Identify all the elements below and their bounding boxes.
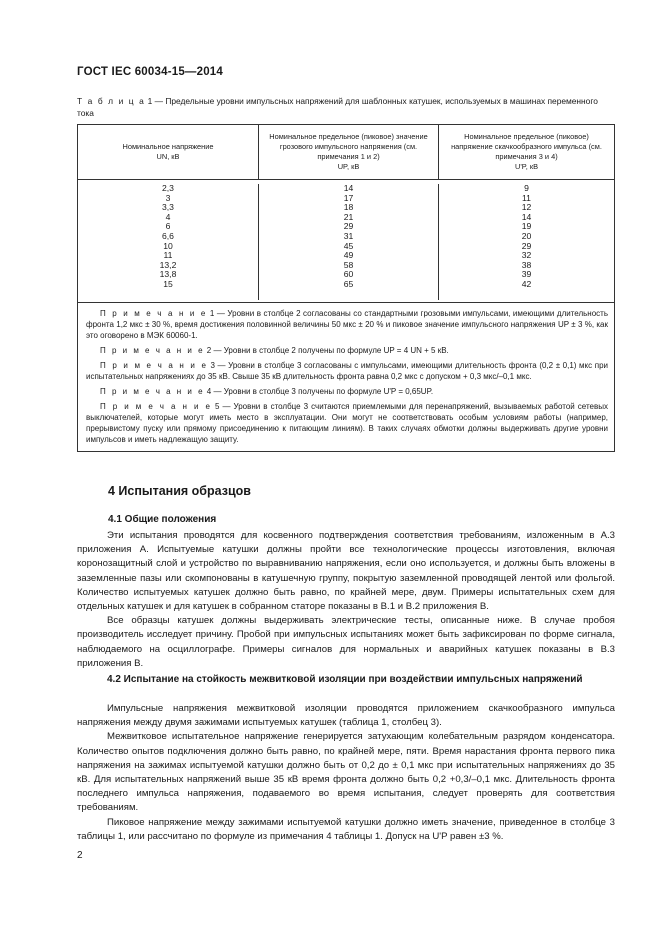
table-cell: 38: [521, 259, 532, 270]
table-notes: [78, 302, 614, 451]
table-cell: 14: [343, 183, 354, 193]
table-cell: 11: [522, 192, 531, 203]
table-cell: 14: [521, 211, 532, 222]
page-number: 2: [77, 850, 83, 861]
col2-header: Номинальное предельное (пиковое) значение грозового импульсного напряжения (см. примечания 1 и 2) UP, кВ: [258, 125, 438, 179]
table-caption: [77, 95, 617, 119]
col3-unit: U'P, кВ: [515, 162, 538, 171]
col2-unit: UP, кВ: [337, 162, 360, 171]
section-4-title: 4 Испытания образцов: [108, 484, 251, 498]
paragraph: Межвитковое испытательное напряжение генерируется затухающим колебательным разрядом конденсатора. Количество опытов подключения должно быть равно, по крайней мере, пяти. Время нарастания фронта первого пика напряжения на зажимах испытуемой катушки должно быть от 0,2 до ± 0,1 мкс при испытательных напряжениях до 35 кВ. Для испытательных напряжений выше 35 кВ время фронта должно быть 0,2 +0,3/–0,1 мкс. Длительность фронта последнего импульса напряжения, подаваемого во время испытания, следует проверять для соответствия требованиям.: [77, 731, 615, 814]
caption-label: Т а б л и ц а: [77, 96, 146, 106]
table-cell: 18: [343, 202, 354, 213]
section-4-1-text: [77, 529, 615, 671]
table-cell: 10: [163, 240, 173, 251]
table-cell: 42: [521, 278, 532, 289]
table-cell: 9: [524, 183, 529, 193]
table-cell: 6,6: [162, 230, 174, 241]
table-header: [78, 125, 614, 180]
table-cell: 58: [343, 259, 354, 270]
note-1: П р и м е ч а н и е 1 — Уровни в столбце 2 согласованы со стандартными грозовыми импульсами, имеющими длительность фронта 1,2 мкс ± 30 %, время достижения половинной величины 50 мкс ± 20 % и пиковое значение импульсного напряжения UP ± 3 %, как это оговорено в МЭК 60060-1.: [86, 309, 608, 340]
col3-values: [438, 184, 614, 300]
table-cell: 21: [343, 211, 354, 222]
table-cell: 2,3: [162, 183, 174, 193]
standard-header: ГОСТ IEC 60034-15—2014: [77, 66, 223, 78]
table-body: [78, 180, 614, 302]
col1-values: [78, 184, 258, 300]
table-cell: 39: [521, 269, 532, 280]
table-cell: 13,8: [159, 269, 177, 280]
note-3: П р и м е ч а н и е 3 — Уровни в столбце 3 согласованы с импульсами, имеющими длительность фронта (0,2 ± 0,1) мкс при испытательных напряжениях до 35 кВ. Свыше 35 кВ длительность фронта равна 0,2 мкс с допуском + 0,3 мкс/–0,1 мкс.: [86, 361, 608, 381]
col2-values: [258, 184, 438, 300]
caption-text: 1 — Предельные уровни импульсных напряжений для шаблонных катушек, используемых в машинах переменного тока: [77, 96, 598, 118]
paragraph: Импульсные напряжения межвитковой изоляции проводятся приложением скачкообразного импульса напряжения между двумя зажимами испытуемых катушек (таблица 1, столбец 3).: [77, 703, 615, 729]
table-cell: 29: [521, 240, 532, 251]
note-2: П р и м е ч а н и е 2 — Уровни в столбце 2 получены по формуле UP = 4 UN + 5 кВ.: [100, 346, 449, 355]
table-cell: 49: [343, 250, 354, 261]
table-cell: 3,3: [162, 202, 174, 213]
table-cell: 32: [521, 250, 532, 261]
paragraph: Эти испытания проводятся для косвенного подтверждения соответствия требованиям, изложенным в А.3 приложения А. Испытуемые катушки должны пройти все технологические процессы изготовления, включая коронозащитный слой и устройство по выравниванию напряжения, если оно используется, и должны быть вложены в заземленные пазы или скомпонованы в катушечную группу, покрытую заземленной проводящей лентой или фольгой. Количество испытуемых катушек должно быть равно, по крайней мере, двум. Примеры испытательных схем для отдельных катушек и для катушек в собранном статоре показаны в В.1 и В.2 приложения В.: [77, 530, 615, 613]
table-cell: 29: [343, 221, 354, 232]
col1-unit: UN, кВ: [156, 152, 180, 161]
table-cell: 13,2: [159, 259, 177, 270]
section-4-2-title: 4.2 Испытание на стойкость межвитковой изоляции при воздействии импульсных напряжений: [107, 674, 583, 685]
note-5: П р и м е ч а н и е 5 — Уровни в столбце 3 считаются приемлемыми для перенапряжений, вызываемых работой сетевых выключателей, которые могут иметь место в эксплуатации. Они могут не соответствовать особым условиям работы (например, прерывистому пуску или прямому присоединению к питающим линиям). В таких случаях обмотки должны выдерживать другие уровни импульсов и иметь надлежащую защиту.: [86, 402, 608, 444]
table-cell: 15: [163, 278, 173, 289]
col3-header: Номинальное предельное (пиковое) напряжение скачкообразного импульса (см. примечания 3 и 4) U'P, кВ: [438, 125, 614, 179]
table-cell: 17: [343, 192, 354, 203]
table-cell: 19: [521, 221, 532, 232]
table-cell: 31: [343, 230, 354, 241]
paragraph: Пиковое напряжение между зажимами испытуемой катушки должно иметь значение, приведенное в столбце 3 таблицы 1, или рассчитано по формуле из примечания 4 таблицы 1. Допуск на U'P равен ±3 %.: [77, 816, 615, 842]
paragraph: Все образцы катушек должны выдерживать электрические тесты, описанные ниже. В случае пробоя производитель исследует причину. Пробой при импульсных испытаниях может быть зафиксирован по форме сигнала, наблюдаемого на осциллографе. Примеры сигналов для нормальных и аварийных катушек показаны в В.3 приложения В.: [77, 615, 615, 669]
table-cell: 60: [343, 269, 354, 280]
table-cell: 4: [165, 211, 171, 222]
table-cell: 12: [521, 202, 532, 213]
col1-header: Номинальное напряжение UN, кВ: [78, 125, 258, 179]
table-cell: 65: [343, 278, 354, 289]
section-4-1-title: 4.1 Общие положения: [108, 514, 217, 525]
table-cell: 3: [165, 192, 171, 203]
table-cell: 45: [343, 240, 354, 251]
section-4-2-text: [77, 702, 615, 844]
table-cell: 11: [163, 250, 173, 261]
table-cell: 6: [165, 221, 171, 232]
table-cell: 20: [521, 230, 532, 241]
note-4: П р и м е ч а н и е 4 — Уровни в столбце 3 получены по формуле U'P = 0,65UP.: [100, 387, 434, 396]
impulse-voltage-table: [77, 124, 615, 452]
